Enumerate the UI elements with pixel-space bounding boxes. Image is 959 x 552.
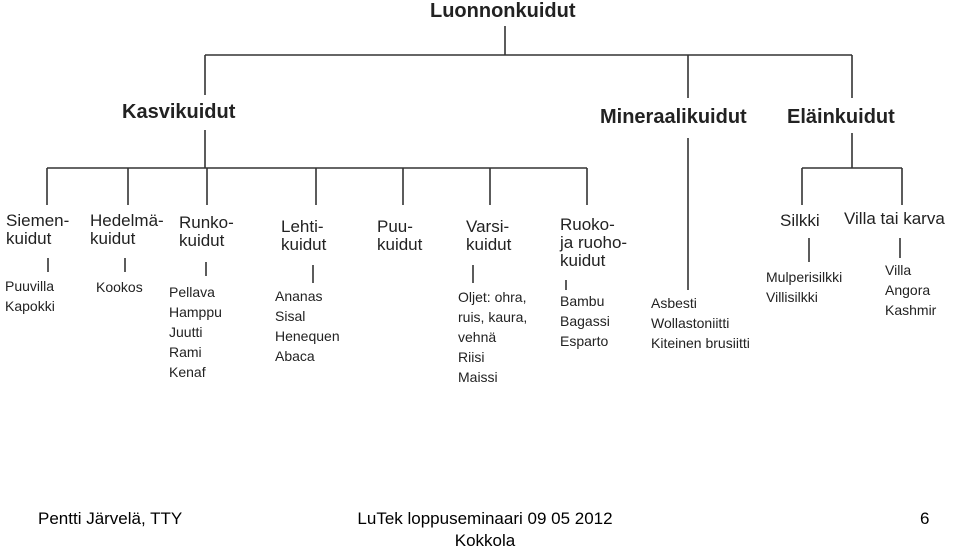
- category-line: Lehti-: [281, 217, 324, 236]
- root-node: Luonnonkuidut: [430, 0, 576, 22]
- list-item: Esparto: [560, 333, 609, 349]
- category-line: kuidut: [179, 231, 225, 250]
- list-item: vehnä: [458, 329, 497, 345]
- list-item: Kashmir: [885, 302, 937, 318]
- category-line: Hedelmä-: [90, 211, 164, 230]
- list-item: Kookos: [96, 279, 143, 295]
- category-runkokuidut: [179, 214, 234, 250]
- list-item: Villa: [885, 262, 912, 278]
- list-item: Asbesti: [651, 295, 697, 311]
- category-line: Runko-: [179, 213, 234, 232]
- category-line: Ruoko-: [560, 215, 615, 234]
- category-puukuidut: [377, 218, 422, 254]
- category-line: Villa tai karva: [844, 209, 945, 228]
- list-item: Hamppu: [169, 304, 222, 320]
- footer-event-location: Kokkola: [454, 531, 516, 550]
- list-item: Mulperisilkki: [766, 269, 843, 285]
- group-elainkuidut: Eläinkuidut: [787, 106, 895, 128]
- list-item: Riisi: [458, 349, 485, 365]
- list-item: Pellava: [169, 284, 215, 300]
- list-item: Bagassi: [560, 313, 610, 329]
- category-hedelmakuidut: [90, 212, 164, 248]
- list-silkki: [766, 267, 842, 307]
- list-item: Puuvilla: [5, 278, 55, 294]
- category-silkki: [780, 212, 820, 230]
- list-item: ruis, kaura,: [458, 309, 528, 325]
- list-mineraalikuidut: [651, 293, 750, 353]
- footer-event: [335, 508, 635, 552]
- list-runkokuidut: [169, 282, 222, 382]
- list-item: Ananas: [275, 288, 323, 304]
- footer-author: Pentti Järvelä, TTY: [38, 509, 183, 528]
- category-line: kuidut: [377, 235, 423, 254]
- list-ruokokuidut: [560, 291, 610, 351]
- list-item: Sisal: [275, 308, 306, 324]
- category-ruokokuidut: [560, 216, 627, 270]
- category-line: kuidut: [466, 235, 512, 254]
- category-line: kuidut: [560, 251, 606, 270]
- list-item: Juutti: [169, 324, 203, 340]
- footer-event-line: LuTek loppuseminaari 09 05 2012: [357, 509, 613, 528]
- list-item: Kiteinen brusiitti: [651, 335, 750, 351]
- category-line: ja ruoho-: [560, 233, 628, 252]
- list-item: Kapokki: [5, 298, 55, 314]
- page-number: 6: [920, 509, 930, 528]
- category-siemenkuidut: [6, 212, 69, 248]
- group-mineraalikuidut: Mineraalikuidut: [600, 106, 747, 128]
- category-line: Siemen-: [6, 211, 70, 230]
- list-item: Villisilkki: [766, 289, 818, 305]
- category-villa-tai-karva: [844, 210, 945, 228]
- category-line: kuidut: [6, 229, 52, 248]
- list-item: Bambu: [560, 293, 605, 309]
- list-lehtikuidut: [275, 286, 340, 366]
- category-line: Silkki: [780, 211, 820, 230]
- category-line: kuidut: [90, 229, 136, 248]
- category-line: Puu-: [377, 217, 413, 236]
- category-lehtikuidut: [281, 218, 326, 254]
- list-varsikuidut: [458, 287, 527, 387]
- list-item: Oljet: ohra,: [458, 289, 527, 305]
- list-hedelmakuidut: [96, 277, 143, 297]
- list-item: Maissi: [458, 369, 498, 385]
- list-item: Angora: [885, 282, 931, 298]
- category-line: kuidut: [281, 235, 327, 254]
- category-varsikuidut: [466, 218, 511, 254]
- list-siemenkuidut: [5, 276, 55, 316]
- list-item: Henequen: [275, 328, 340, 344]
- list-item: Abaca: [275, 348, 315, 364]
- list-item: Kenaf: [169, 364, 206, 380]
- list-villa-tai-karva: [885, 260, 936, 320]
- list-item: Rami: [169, 344, 202, 360]
- group-kasvikuidut: Kasvikuidut: [122, 101, 236, 123]
- list-item: Wollastoniitti: [651, 315, 730, 331]
- category-line: Varsi-: [466, 217, 510, 236]
